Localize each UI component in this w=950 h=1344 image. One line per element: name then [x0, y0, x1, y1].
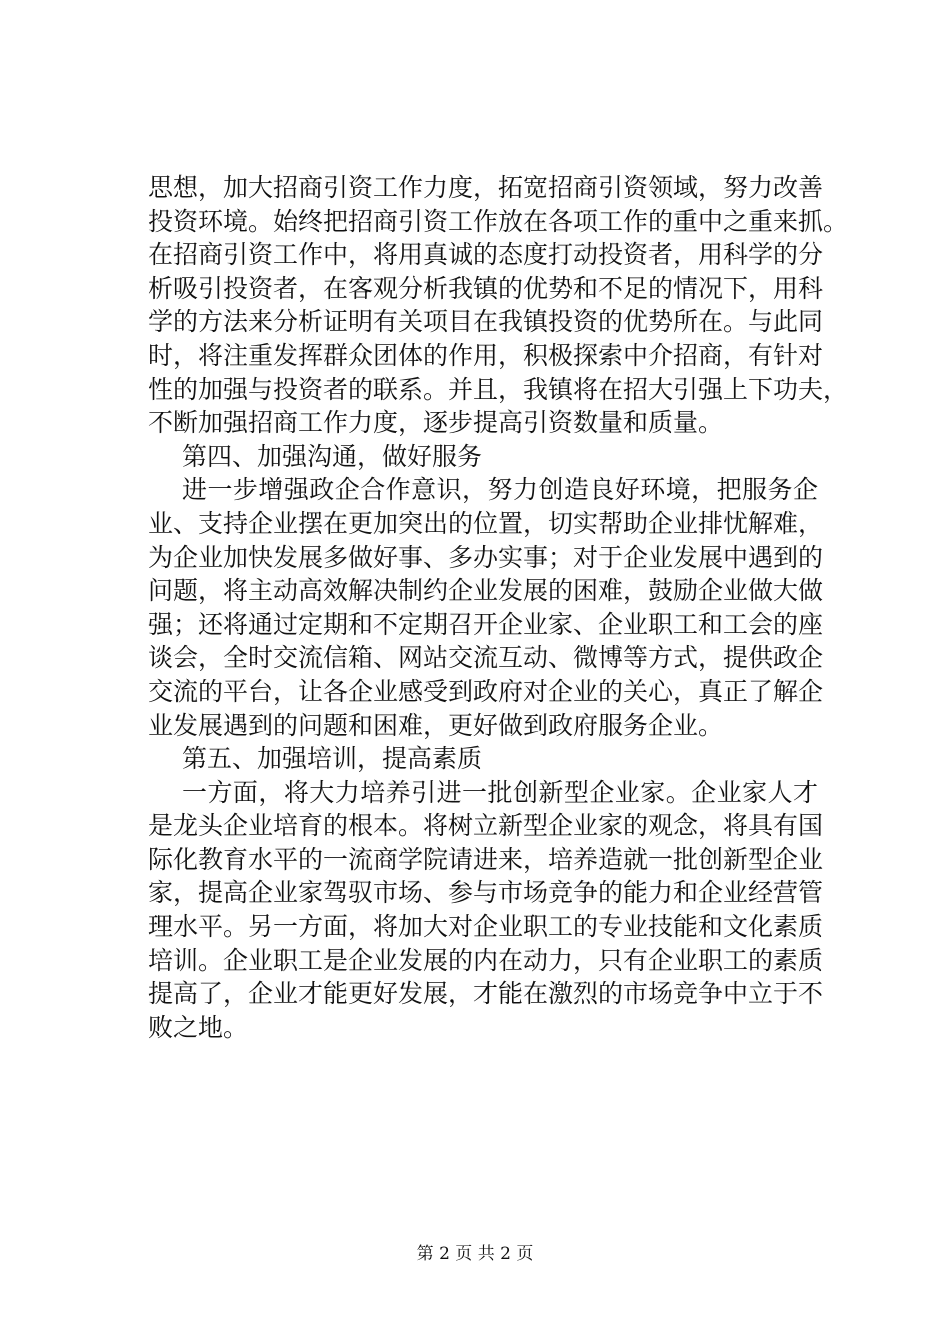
text-line-14: 强；还将通过定期和不定期召开企业家、企业职工和工会的座: [148, 609, 824, 639]
page-footer: 第 2 页 共 2 页: [416, 1244, 534, 1264]
text-line-12: 为企业加快发展多做好事、多办实事；对于企业发展中遇到的: [148, 542, 824, 572]
text-line-24: 培训。企业职工是企业发展的内在动力，只有企业职工的素质: [148, 945, 824, 975]
text-line-26: 败之地。: [148, 1012, 249, 1042]
text-line-20: 是龙头企业培育的根本。将树立新型企业家的观念，将具有国: [148, 811, 824, 841]
section-heading-5: 第五、加强培训，提高素质: [182, 744, 483, 774]
text-line-3: 在招商引资工作中，将用真诚的态度打动投资者，用科学的分: [148, 240, 824, 270]
text-line-25: 提高了，企业才能更好发展，才能在激烈的市场竞争中立于不: [148, 979, 824, 1009]
text-line-2: 投资环境。始终把招商引资工作放在各项工作的重中之重来抓。: [148, 206, 849, 236]
text-line-6: 时，将注重发挥群众团体的作用，积极探索中介招商，有针对: [148, 340, 824, 370]
document-body: [148, 171, 849, 1044]
text-line-1: 思想，加大招商引资工作力度，拓宽招商引资领域，努力改善: [148, 173, 824, 202]
text-line-11: 业、支持企业摆在更加突出的位置，切实帮助企业排忧解难，: [148, 508, 824, 538]
text-line-19: 一方面，将大力培养引进一批创新型企业家。企业家人才: [182, 777, 818, 807]
text-line-15: 谈会，全时交流信箱、网站交流互动、微博等方式，提供政企: [148, 643, 824, 673]
text-line-21: 际化教育水平的一流商学院请进来，培养造就一批创新型企业: [148, 844, 824, 874]
text-line-4: 析吸引投资者，在客观分析我镇的优势和不足的情况下，用科: [148, 273, 824, 303]
section-heading-4: 第四、加强沟通，做好服务: [182, 441, 483, 471]
text-line-13: 问题，将主动高效解决制约企业发展的困难，鼓励企业做大做: [148, 576, 824, 606]
text-line-23: 理水平。另一方面，将加大对企业职工的专业技能和文化素质: [148, 912, 824, 942]
text-line-7: 性的加强与投资者的联系。并且，我镇将在招大引强上下功夫，: [148, 374, 849, 404]
text-line-22: 家，提高企业家驾驭市场、参与市场竞争的能力和企业经营管: [148, 878, 824, 908]
text-line-8: 不断加强招商工作力度，逐步提高引资数量和质量。: [148, 408, 724, 438]
text-line-16: 交流的平台，让各企业感受到政府对企业的关心，真正了解企: [148, 676, 824, 706]
text-line-17: 业发展遇到的问题和困难，更好做到政府服务企业。: [148, 710, 724, 740]
text-line-5: 学的方法来分析证明有关项目在我镇投资的优势所在。与此同: [148, 307, 824, 337]
text-line-10: 进一步增强政企合作意识，努力创造良好环境，把服务企: [182, 475, 818, 505]
